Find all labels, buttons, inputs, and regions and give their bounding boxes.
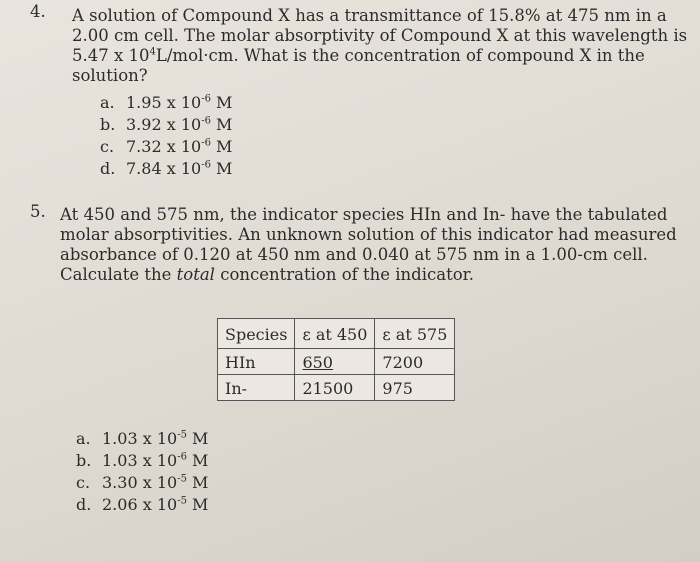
q4-line-1: A solution of Compound X has a transmittance of 15.8% at 475 nm in a: [72, 6, 667, 25]
table-cell: 7200: [375, 349, 455, 375]
q5-option-b[interactable]: b. 1.03 x $10^{-6}$ M: [76, 451, 209, 470]
q4-line-4: solution?: [72, 66, 148, 85]
q5-options: [76, 428, 208, 516]
table-cell: 975: [375, 375, 455, 401]
q5-number: 5.: [30, 202, 46, 221]
table-cell: HIn: [218, 349, 295, 375]
absorptivity-table: [217, 318, 455, 401]
q5-option-c[interactable]: c. 3.30 x $10^{-5}$ M: [76, 473, 209, 492]
q4-option-c[interactable]: c. 7.32 x $10^{-6}$ M: [100, 137, 233, 156]
q4-line-3: 5.47 x $10^4L/mol\cdot cm$. What is the concentration of compound X in the: [72, 46, 645, 65]
emphasis-total: total: [176, 265, 215, 284]
table-row: [218, 375, 455, 401]
q5-line-4: Calculate the total concentration of the indicator.: [60, 265, 474, 284]
table-row: [218, 349, 455, 375]
q4-option-d[interactable]: d. 7.84 x $10^{-6}$ M: [100, 159, 233, 178]
q4-text: [72, 6, 692, 86]
q5-line-1: At 450 and 575 nm, the indicator species HIn and In- have the tabulated: [60, 205, 668, 224]
table-cell: 650: [295, 349, 375, 375]
q4-option-b[interactable]: b. 3.92 x $10^{-6}$ M: [100, 115, 233, 134]
table-header-cell: ε at 575: [375, 319, 455, 349]
q5-text: [60, 205, 695, 285]
q5-option-d[interactable]: d. 2.06 x $10^{-5}$ M: [76, 495, 209, 514]
q4-number: 4.: [30, 2, 46, 21]
q4-options: [100, 92, 232, 180]
table-cell: In-: [218, 375, 295, 401]
q5-line-3: absorbance of 0.120 at 450 nm and 0.040 at 575 nm in a 1.00-cm cell.: [60, 245, 648, 264]
table-header-row: [218, 319, 455, 349]
q4-line-2: 2.00 cm cell. The molar absorptivity of Compound X at this wavelength is: [72, 26, 688, 45]
q5-option-a[interactable]: a. 1.03 x $10^{-5}$ M: [76, 429, 209, 448]
q5-line-2: molar absorptivities. An unknown solution of this indicator had measured: [60, 225, 677, 244]
q4-option-a[interactable]: a. 1.95 x $10^{-6}$ M: [100, 93, 233, 112]
table-cell: 21500: [295, 375, 375, 401]
table-header-cell: Species: [218, 319, 295, 349]
table-header-cell: ε at 450: [295, 319, 375, 349]
